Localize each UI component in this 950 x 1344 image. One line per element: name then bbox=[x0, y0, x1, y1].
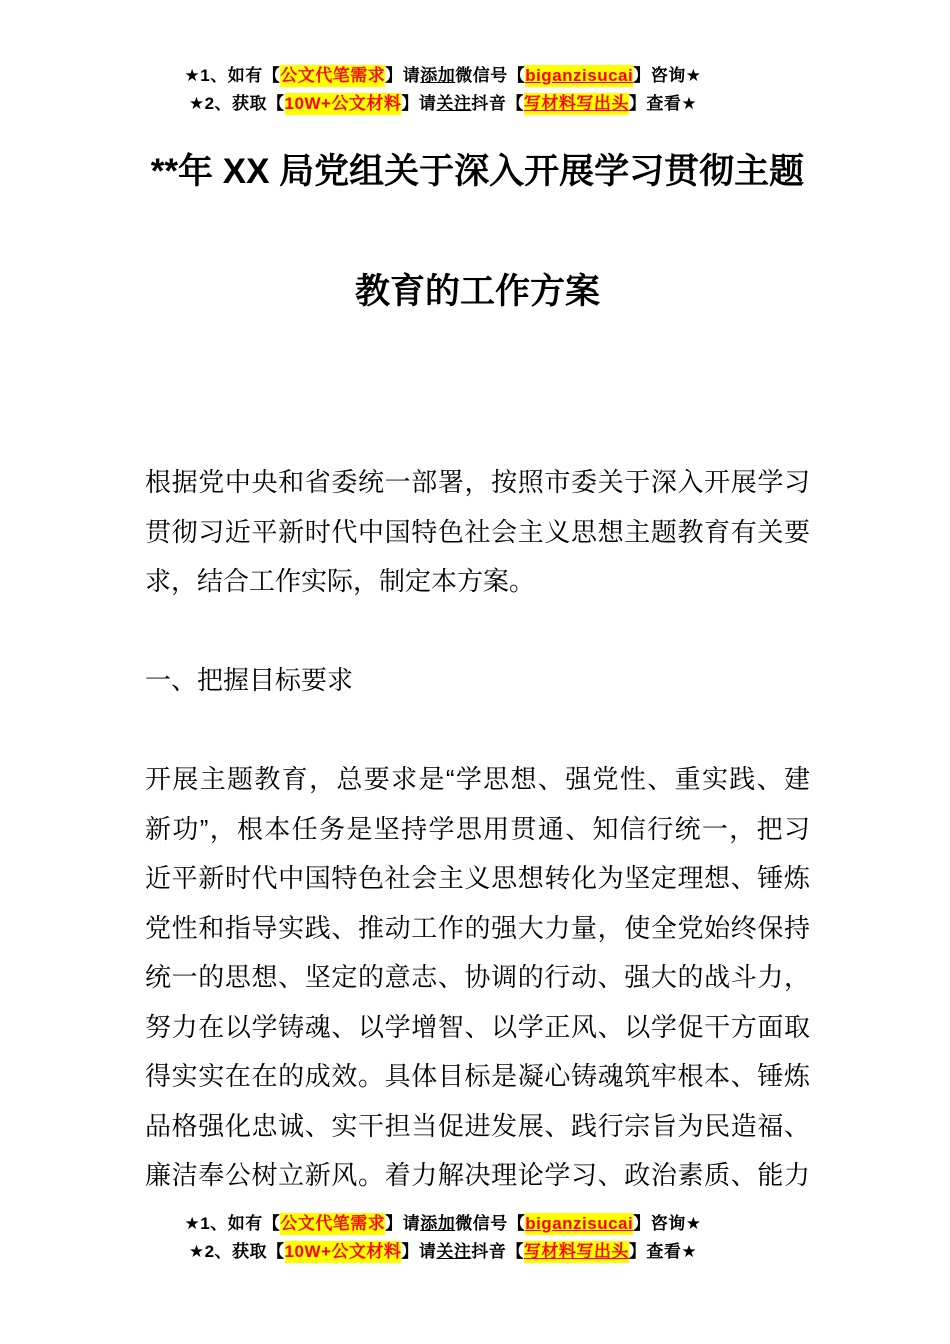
ad-line bbox=[0, 1238, 886, 1266]
service-keyword-highlight: 公文代笔需求 bbox=[280, 66, 386, 85]
ad-text: 微信号【 bbox=[455, 66, 526, 85]
text-line: 品格强化忠诚、实干担当促进发展、践行宗旨为民造福、 bbox=[145, 1110, 810, 1141]
text-line: 努力在以学铸魂、以学增智、以学正风、以学促干方面取 bbox=[145, 1011, 810, 1042]
paragraph-intro bbox=[145, 458, 810, 607]
ad-text: 】查看★ bbox=[628, 1242, 698, 1261]
ad-text: ★2、获取【 bbox=[188, 94, 285, 113]
ad-text: 】请 bbox=[385, 66, 421, 85]
ad-text: 抖音【 bbox=[471, 1242, 524, 1261]
paragraph-theme-education bbox=[145, 755, 810, 1201]
ad-text: 抖音【 bbox=[471, 94, 524, 113]
add-action-underlined: 添加 bbox=[420, 1214, 456, 1233]
text-line: 求，结合工作实际，制定本方案。 bbox=[145, 566, 536, 596]
ad-text: 】咨询★ bbox=[633, 1214, 702, 1233]
document-body bbox=[145, 458, 810, 1201]
ad-line bbox=[0, 1210, 886, 1238]
douyin-account-highlight: 写材料写出头 bbox=[523, 94, 629, 113]
materials-keyword-highlight: 10W+公文材料 bbox=[284, 1242, 402, 1261]
header-ad bbox=[0, 62, 886, 118]
document-title-line-1: **年 XX 局党组关于深入开展学习贯彻主题 bbox=[150, 152, 805, 191]
text-line: 统一的思想、坚定的意志、协调的行动、强大的战斗力， bbox=[145, 962, 810, 992]
text-line: 党性和指导实践、推动工作的强大力量，使全党始终保持 bbox=[145, 912, 810, 943]
ad-text: 】请 bbox=[401, 1242, 437, 1261]
text-line: 贯彻习近平新时代中国特色社会主义思想主题教育有关要 bbox=[145, 516, 810, 547]
ad-text: ★2、获取【 bbox=[188, 1242, 285, 1261]
ad-line bbox=[0, 62, 886, 90]
ad-text: 】请 bbox=[401, 94, 437, 113]
text-line: 开展主题教育，总要求是“学思想、强党性、重实践、建 bbox=[145, 764, 810, 794]
footer-ad bbox=[0, 1210, 886, 1266]
ad-text: 】请 bbox=[385, 1214, 421, 1233]
wechat-id-highlight: biganzisucai bbox=[525, 66, 634, 85]
follow-action-underlined: 关注 bbox=[436, 94, 472, 113]
follow-action-underlined: 关注 bbox=[436, 1242, 472, 1261]
ad-text: 】咨询★ bbox=[633, 66, 702, 85]
ad-text: 】查看★ bbox=[628, 94, 698, 113]
service-keyword-highlight: 公文代笔需求 bbox=[280, 1214, 386, 1233]
document-title-line-2: 教育的工作方案 bbox=[354, 272, 600, 311]
text-line: 新功”，根本任务是坚持学思用贯通、知信行统一，把习 bbox=[145, 813, 810, 844]
text-line: 近平新时代中国特色社会主义思想转化为坚定理想、锤炼 bbox=[145, 863, 810, 893]
ad-text: ★1、如有【 bbox=[184, 66, 281, 85]
materials-keyword-highlight: 10W+公文材料 bbox=[284, 94, 402, 113]
ad-text: 微信号【 bbox=[455, 1214, 526, 1233]
text-line: 廉洁奉公树立新风。着力解决理论学习、政治素质、能力 bbox=[145, 1160, 810, 1190]
text-line: 得实实在在的成效。具体目标是凝心铸魂筑牢根本、锤炼 bbox=[145, 1061, 810, 1091]
wechat-id-highlight: biganzisucai bbox=[525, 1214, 634, 1233]
ad-line bbox=[0, 90, 886, 118]
douyin-account-highlight: 写材料写出头 bbox=[523, 1242, 629, 1261]
add-action-underlined: 添加 bbox=[420, 66, 456, 85]
ad-text: ★1、如有【 bbox=[184, 1214, 281, 1233]
section-heading: 一、把握目标要求 bbox=[145, 665, 354, 695]
text-line: 根据党中央和省委统一部署，按照市委关于深入开展学习 bbox=[145, 467, 810, 497]
